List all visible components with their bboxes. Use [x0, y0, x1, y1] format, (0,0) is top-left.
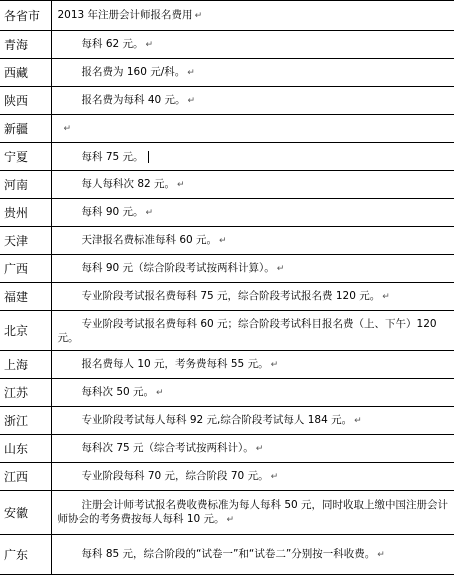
paragraph-mark-icon: ↵	[219, 236, 227, 246]
province-cell: 广东	[0, 535, 51, 575]
fee-text: 每科 85 元，综合阶段的“试卷一”和“试卷二”分别按一科收费。	[81, 548, 376, 560]
fee-cell	[51, 59, 454, 87]
paragraph-mark-icon: ↵	[270, 360, 279, 370]
paragraph-mark-icon: ↵	[145, 208, 154, 218]
fee-cell	[51, 311, 454, 351]
fee-text: 每科 90 元（综合阶段考试按两科计算）。	[81, 262, 275, 274]
table-row	[0, 283, 454, 311]
fee-cell	[51, 199, 454, 227]
table-row	[0, 87, 454, 115]
paragraph-mark-icon: ↵	[177, 180, 185, 190]
paragraph-mark-icon: ↵	[377, 550, 385, 560]
fee-cell	[51, 407, 454, 435]
table-row	[0, 379, 454, 407]
province-cell: 河南	[0, 171, 51, 199]
fee-cell	[51, 463, 454, 491]
paragraph-mark-icon: ↵	[156, 388, 164, 398]
fee-cell	[51, 115, 454, 143]
table-row	[0, 435, 454, 463]
province-cell: 宁夏	[0, 143, 51, 171]
province-cell: 陕西	[0, 87, 51, 115]
fee-cell	[51, 379, 454, 407]
fee-cell	[51, 435, 454, 463]
paragraph-mark-icon: ↵	[145, 40, 154, 50]
paragraph-mark-icon: ↵	[187, 96, 196, 106]
fee-cell	[51, 171, 454, 199]
header-province-cell: 各省市	[0, 1, 51, 31]
table-row	[0, 199, 454, 227]
fee-cell	[51, 255, 454, 283]
fee-cell	[51, 283, 454, 311]
province-cell: 天津	[0, 227, 51, 255]
fee-cell	[51, 87, 454, 115]
fee-text: 注册会计师考试报名费收费标准为每人每科 50 元，同时收取上缴中国注册会计师协会的考务费按每人每科 10 元。	[57, 499, 449, 525]
text-cursor	[148, 151, 149, 163]
table-row	[0, 255, 454, 283]
province-cell: 北京	[0, 311, 51, 351]
table-row	[0, 227, 454, 255]
table-row	[0, 59, 454, 87]
table-row	[0, 491, 454, 535]
province-cell: 西藏	[0, 59, 51, 87]
fee-text: 每科 75 元。	[81, 150, 144, 163]
paragraph-mark-icon: ↵	[270, 472, 279, 482]
table-row	[0, 535, 454, 575]
table-row	[0, 311, 454, 351]
paragraph-mark-icon: ↵	[255, 444, 264, 454]
paragraph-mark-icon: ↵	[382, 292, 390, 302]
table-row	[0, 463, 454, 491]
paragraph-mark-icon: ↵	[63, 124, 72, 134]
table-row	[0, 31, 454, 59]
header-fee-text: 2013 年注册会计师报名费用	[57, 9, 193, 21]
province-cell: 贵州	[0, 199, 51, 227]
fee-text: 专业阶段考试报名费每科 75 元，综合阶段考试报名费 120 元。	[81, 290, 381, 302]
fee-text: 天津报名费标准每科 60 元。	[81, 234, 218, 246]
paragraph-mark-icon: ↵	[354, 416, 362, 426]
table-row	[0, 143, 454, 171]
table-row	[0, 351, 454, 379]
province-cell: 福建	[0, 283, 51, 311]
province-cell: 青海	[0, 31, 51, 59]
province-cell: 江西	[0, 463, 51, 491]
fee-text: 专业阶段考试每人每科 92 元,综合阶段考试每人 184 元。	[81, 414, 353, 426]
province-cell: 江苏	[0, 379, 51, 407]
paragraph-mark-icon: ↵	[276, 264, 285, 274]
fee-cell	[51, 351, 454, 379]
paragraph-mark-icon: ↵	[187, 68, 195, 78]
fee-text: 每科 90 元。	[81, 206, 144, 218]
province-cell: 安徽	[0, 491, 51, 535]
fee-cell	[51, 227, 454, 255]
header-fee-cell	[51, 1, 454, 31]
province-cell: 上海	[0, 351, 51, 379]
province-cell: 新疆	[0, 115, 51, 143]
fee-text: 专业阶段每科 70 元，综合阶段 70 元。	[81, 470, 269, 482]
table-row	[0, 407, 454, 435]
fee-text: 专业阶段考试报名费每科 60 元；综合阶段考试科目报名费（上、下午）120 元。	[57, 317, 437, 344]
fee-cell	[51, 31, 454, 59]
paragraph-mark-icon: ↵	[194, 11, 203, 21]
fee-text: 每科次 75 元（综合考试按两科计）。	[81, 442, 254, 454]
fee-text: 报名费为每科 40 元。	[81, 94, 186, 106]
fee-text: 每科 62 元。	[81, 38, 144, 50]
fee-text: 报名费为 160 元/科。	[81, 66, 186, 78]
fee-text: 报名费每人 10 元，考务费每科 55 元。	[81, 358, 269, 370]
table-header-row	[0, 1, 454, 31]
fee-cell	[51, 535, 454, 575]
province-cell: 广西	[0, 255, 51, 283]
province-cell: 浙江	[0, 407, 51, 435]
fee-text: 每人每科次 82 元。	[81, 178, 176, 190]
fee-cell	[51, 143, 454, 171]
table-row	[0, 171, 454, 199]
fee-text: 每科次 50 元。	[81, 386, 155, 398]
paragraph-mark-icon: ↵	[226, 515, 235, 525]
table-row	[0, 115, 454, 143]
fee-cell	[51, 491, 454, 535]
province-cell: 山东	[0, 435, 51, 463]
